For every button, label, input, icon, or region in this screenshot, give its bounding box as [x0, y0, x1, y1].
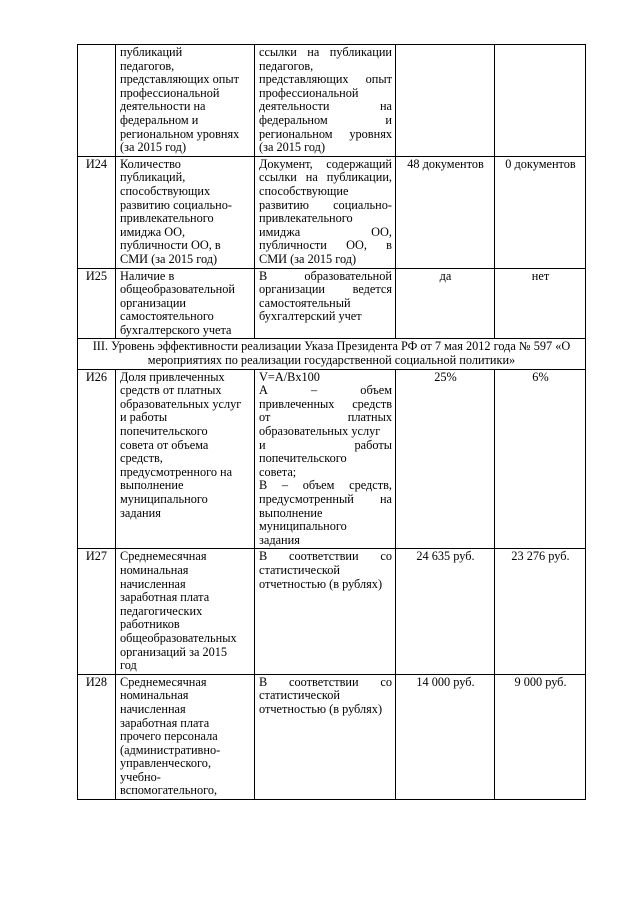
data-source-line: отчетностью (в рублях): [259, 576, 383, 591]
indicator-name-line: федеральном и: [120, 112, 199, 127]
data-source-line: способствующие: [259, 183, 349, 198]
indicator-name-line: начисленная: [120, 576, 186, 591]
indicator-name-line: управленческого,: [120, 756, 212, 771]
data-source-line: самостоятельный: [259, 295, 351, 310]
value-column-4-cell: 48 документов: [396, 156, 495, 268]
data-source-line: выполнение: [259, 505, 323, 520]
indicator-name-line: публичности ОО, в: [120, 238, 221, 253]
value-column-5-cell: 9 000 руб.: [495, 674, 586, 799]
indicators-table: [77, 44, 586, 800]
indicator-name-line: профессиональной: [120, 85, 220, 100]
table-section: [78, 339, 586, 369]
indicator-name-line: Наличие в: [120, 268, 175, 283]
indicator-name-line: (административно-: [120, 742, 221, 757]
table-body-bottom: [78, 369, 586, 799]
indicator-name-line: педагогических: [120, 603, 203, 618]
data-source-line: от платных: [259, 410, 392, 425]
indicator-name-line: работников: [120, 617, 180, 632]
table-row: [78, 156, 586, 268]
indicator-name-line: средств от платных: [120, 383, 222, 398]
indicator-name-line: бухгалтерского учета: [120, 322, 232, 337]
data-source-line: представляющих опыт: [259, 72, 392, 87]
indicator-name-line: деятельности на: [120, 99, 206, 114]
indicator-name-line: совета от объема: [120, 437, 209, 452]
indicator-name-line: заработная плата: [120, 590, 210, 605]
data-source-line: бухгалтерский учет: [259, 309, 362, 324]
data-source-line: Документ, содержащий: [259, 156, 392, 171]
indicator-name-line: развитию социально-: [120, 197, 232, 212]
section-heading: III. Уровень эффективности реализации Указа Президента РФ от 7 мая 2012 года № 597 «О мероприятиях по реализации государственной социальной политики»: [78, 339, 586, 369]
indicator-name-line: вспомогательного,: [120, 783, 218, 798]
value-column-5-cell: 0 документов: [495, 156, 586, 268]
value-column-5-cell: 6%: [495, 369, 586, 549]
indicator-name-line: предусмотренного на: [120, 464, 233, 479]
data-source-line: имиджа ОО,: [259, 224, 392, 239]
indicator-name-line: Среднемесячная: [120, 674, 207, 689]
indicator-name-line: номинальная: [120, 688, 189, 703]
data-source-cell: [255, 369, 396, 549]
data-source-cell: [255, 45, 396, 157]
indicator-name-line: организаций за 2015: [120, 644, 228, 659]
indicator-name-line: (за 2015 год): [120, 140, 187, 155]
data-source-line: В соответствии со: [259, 549, 392, 564]
data-source-line: В соответствии со: [259, 674, 392, 689]
indicator-name-line: способствующих: [120, 183, 211, 198]
data-source-line: муниципального: [259, 519, 347, 534]
data-source-line: задания: [259, 532, 300, 547]
indicator-name-cell: [116, 156, 255, 268]
data-source-line: деятельности на: [259, 99, 392, 114]
indicator-code-cell: И27: [78, 549, 116, 674]
data-source-line: образовательных услуг: [259, 424, 381, 439]
indicator-name-line: привлекательного: [120, 211, 214, 226]
value-column-5-cell: [495, 45, 586, 157]
indicator-name-line: Среднемесячная: [120, 549, 207, 564]
data-source-line: статистической: [259, 562, 340, 577]
data-source-line: предусмотренный на: [259, 492, 392, 506]
indicator-name-line: заработная плата: [120, 715, 210, 730]
indicator-name-cell: [116, 549, 255, 674]
data-source-line: федеральном и: [259, 112, 392, 127]
table-row: [78, 674, 586, 799]
indicator-name-cell: [116, 45, 255, 157]
indicator-name-line: организации: [120, 295, 187, 310]
value-column-4-cell: 14 000 руб.: [396, 674, 495, 799]
indicator-name-line: Количество: [120, 156, 181, 171]
data-source-cell: [255, 156, 396, 268]
data-source-line: развитию социально-: [259, 197, 392, 212]
data-source-line: А – объем: [259, 383, 392, 398]
value-column-4-cell: [396, 45, 495, 157]
data-source-line: педагогов,: [259, 58, 314, 73]
data-source-line: ссылки на публикации: [259, 45, 392, 59]
indicator-name-line: средств,: [120, 451, 163, 466]
indicator-name-line: самостоятельного: [120, 309, 214, 324]
indicator-name-line: год: [120, 658, 137, 673]
indicator-code-cell: И25: [78, 268, 116, 339]
indicator-code-cell: И26: [78, 369, 116, 549]
data-source-line: совета;: [259, 464, 297, 479]
table-row: [78, 369, 586, 549]
indicator-name-line: общеобразовательной: [120, 282, 235, 297]
data-source-line: попечительского: [259, 451, 347, 466]
value-column-4-cell: 25%: [396, 369, 495, 549]
data-source-line: и работы: [259, 437, 392, 452]
value-column-4-cell: 24 635 руб.: [396, 549, 495, 674]
value-column-5-cell: 23 276 руб.: [495, 549, 586, 674]
indicator-name-line: выполнение: [120, 478, 184, 493]
indicator-name-line: образовательных услуг: [120, 396, 242, 411]
indicator-name-line: публикаций,: [120, 170, 186, 185]
table-row: [78, 45, 586, 157]
indicator-name-line: педагогов,: [120, 58, 175, 73]
indicator-code-cell: И24: [78, 156, 116, 268]
data-source-line: привлекательного: [259, 211, 353, 226]
data-source-cell: [255, 674, 396, 799]
indicator-name-line: номинальная: [120, 562, 189, 577]
data-source-line: В – объем средств,: [259, 478, 392, 493]
data-source-line: публичности ОО, в: [259, 238, 392, 253]
data-source-line: СМИ (за 2015 год): [259, 251, 357, 266]
data-source-cell: [255, 549, 396, 674]
data-source-line: привлеченных средств: [259, 396, 392, 411]
indicator-name-line: прочего персонала: [120, 729, 218, 744]
indicator-name-line: публикаций: [120, 45, 183, 59]
indicator-name-line: муниципального: [120, 492, 208, 506]
section-row: [78, 339, 586, 369]
data-source-line: (за 2015 год): [259, 140, 326, 155]
data-source-cell: [255, 268, 396, 339]
data-source-line: отчетностью (в рублях): [259, 701, 383, 716]
data-source-line: статистической: [259, 688, 340, 703]
indicator-name-line: общеобразовательных: [120, 630, 237, 645]
indicator-code-cell: [78, 45, 116, 157]
data-source-line: профессиональной: [259, 85, 359, 100]
table-body-top: [78, 45, 586, 339]
indicator-name-line: СМИ (за 2015 год): [120, 251, 218, 266]
data-source-line: V=A/Bx100: [259, 369, 320, 384]
indicator-name-line: задания: [120, 505, 161, 520]
indicator-name-line: региональном уровнях: [120, 126, 240, 141]
data-source-line: ссылки на публикации,: [259, 170, 392, 185]
indicator-name-cell: [116, 674, 255, 799]
indicator-name-line: имиджа ОО,: [120, 224, 186, 239]
indicator-name-cell: [116, 369, 255, 549]
value-column-5-cell: нет: [495, 268, 586, 339]
indicator-name-line: и работы: [120, 410, 168, 425]
indicator-name-cell: [116, 268, 255, 339]
data-source-line: организации ведется: [259, 282, 392, 297]
indicator-name-line: начисленная: [120, 701, 186, 716]
table-row: [78, 268, 586, 339]
data-source-line: В образовательной: [259, 268, 392, 283]
indicator-name-line: попечительского: [120, 424, 208, 439]
indicator-name-line: представляющих опыт: [120, 72, 239, 87]
value-column-4-cell: да: [396, 268, 495, 339]
table-row: [78, 549, 586, 674]
indicator-name-line: учебно-: [120, 769, 161, 784]
indicator-name-line: Доля привлеченных: [120, 369, 225, 384]
data-source-line: региональном уровнях: [259, 126, 392, 141]
indicator-code-cell: И28: [78, 674, 116, 799]
